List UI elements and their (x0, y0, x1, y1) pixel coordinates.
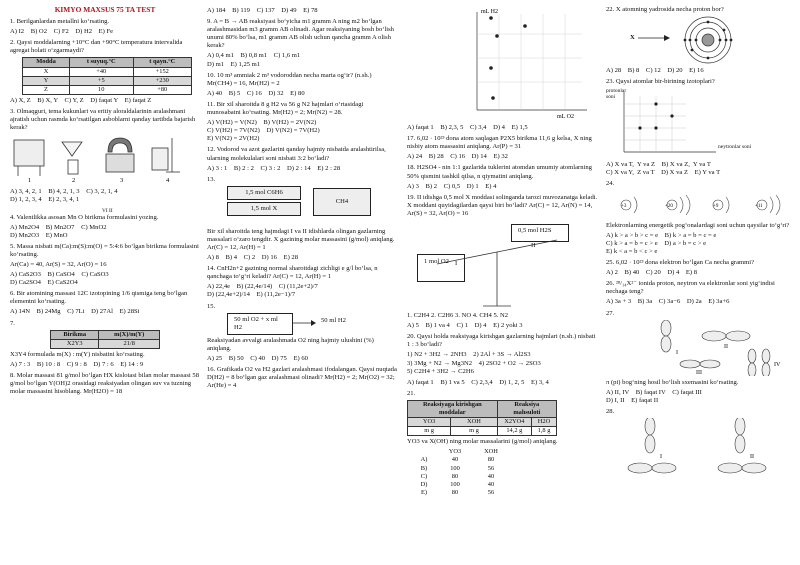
balance-right-pan: 0,5 mol H2S (511, 224, 569, 242)
question-6: 6. Bir atomining massasi 12C izotopining 1/6 qismiga teng bo‘lgan elementni ko‘rsating. (10, 290, 188, 306)
answers-14: A) 22,4e B) (22,4e/14) C) (11,2e+2)/7 D) (22,4e+2)/14 E) (11,2e−1)/7 (207, 283, 318, 299)
table-header: Reaksiyaga kirishgan moddalar (408, 400, 498, 417)
table-cell: A) (420, 456, 428, 464)
orbital-label: IV (774, 361, 781, 368)
apparatus-label: 2 (72, 177, 76, 185)
atom-label: X (630, 34, 635, 42)
table-cell: 40 (487, 480, 495, 488)
arrow-icon (293, 319, 317, 327)
table-cell: 1,8 g (532, 427, 557, 436)
table-header: Birikma (51, 330, 99, 339)
answers-24: A) k > a > b > c = e B) k > a = b = c = e C) k > a = b = c > e D) a > b = c > e E) k < a = b < c > e (606, 231, 717, 255)
table-cell: m g (408, 427, 451, 436)
table-cell: +40 (70, 67, 134, 76)
table-cell: 14,2 g (497, 427, 531, 436)
table-cell: XOH (451, 418, 497, 427)
column-2 (207, 6, 397, 561)
table-cell: 56 (487, 488, 495, 496)
answers-27: A) II, IV B) faqat IV C) faqat III D) I, II E) faqat II (606, 388, 702, 404)
nucleus-charge: +20 (665, 203, 673, 209)
table-header: Reaksiya mahsuloti (497, 400, 556, 417)
table-q7 (50, 330, 160, 349)
balance-left-pan: 1 mol O2 (417, 254, 465, 282)
orbital-label: II (724, 343, 728, 350)
graph-x-label: mL O2 (557, 114, 574, 120)
nucleus-charge: +11 (755, 203, 763, 209)
orbital-label: II (750, 454, 754, 461)
q13-figure (207, 186, 397, 228)
answers-16: A) faqat 1 B) 2,3, 5 C) 3,4 D) 4 E) 1,5 (407, 124, 528, 132)
answers-19: A) 5 B) 1 va 4 C) 1 D) 4 E) 2 yoki 3 (407, 322, 523, 330)
page-title: KIMYO MAXSUS 75 TA TEST (54, 6, 156, 14)
question-24: 24. (606, 180, 615, 188)
graph-y-label: mL H2 (481, 9, 498, 15)
answers-6: A) 14N B) 24Mg C) 7Li D) 27Al E) 28Si (10, 308, 140, 316)
orbital-label: III (696, 369, 702, 376)
orbital-label: I (660, 454, 662, 461)
table-cell: C) (420, 472, 428, 480)
table-cell: Y (23, 76, 70, 85)
answers-25: A) 2 B) 40 C) 20 D) 4 E) 8 (606, 269, 698, 277)
question-19-options: 1. C2H4 2. C2H6 3. NO 4. CH4 5. N2 (407, 312, 509, 320)
apparatus-label: 3 (120, 177, 124, 185)
answers-9: A) 0,4 m1 B) 0,8 m1 C) 1,6 m1 D) m1 E) 1,25 m1 (207, 52, 301, 68)
question-8: 8. Molar massasi 81 g/mol bo‘lgan HX kislotasi bilan molar massasi 58 g/mol bo‘lgan Y(OH)2 orasidagi reaksiyadan olingan suv va tuzning molar massasini hisoblang. Mr(H2O) = 18 (10, 372, 200, 396)
q13-box-3: CH4 (313, 188, 371, 216)
balance-right-label: II (531, 242, 536, 250)
answers-22: A) 28 B) 8 C) 12 D) 20 E) 16 (606, 67, 704, 75)
question-7-text: X3Y4 formulada m(X) : m(Y) nisbatini ko‘rsating. (10, 350, 145, 358)
valency-label: VI II (102, 207, 113, 214)
lab-apparatus-illustration (10, 134, 198, 184)
answers-23: A) X va T, Y va Z B) X va Z, Y va T C) X va Y, Z va T D) X va Z E) Y va T (606, 161, 721, 177)
table-cell: 80 (487, 456, 495, 464)
table-cell: 40 (451, 456, 459, 464)
table-cell: 100 (450, 480, 460, 488)
question-13: 13. (207, 175, 216, 183)
table-cell: Z (23, 85, 70, 94)
table-header: Modda (23, 58, 70, 67)
q15-box: 50 ml O2 + x ml H2 (227, 313, 293, 335)
question-27: 27. (606, 309, 615, 317)
table-cell: YO3 (408, 418, 451, 427)
question-25: 25. 6,02 · 10²³ dona elektron bo‘lgan Ca necha grammi? (606, 259, 755, 267)
question-21-text: YO3 va X(OH) ning molar massalarini (g/mol) aniqlang. (407, 438, 558, 446)
table-cell: 80 (451, 488, 459, 496)
table-cell: m g (451, 427, 497, 436)
q15-figure (207, 313, 397, 337)
table-header: t qayn.°C (133, 58, 192, 67)
question-15: 15. (207, 302, 216, 310)
question-2: 2. Qaysi moddalarning +10°C dan +90°C temperatura intervalida agregat holati o‘zgarmaydi? (10, 39, 183, 55)
table-cell (411, 448, 437, 456)
column-1 (10, 6, 200, 561)
orbital-overlap-illustration (606, 320, 792, 376)
question-9: 9. A = B → AB reaksiyasi bo‘yicha m1 gramm A ning m2 bo‘lgan aralashmasidan m3 gramm AB olinadi. Agar reaksiyaning bosh bo‘lish unumi 80% bo‘lsa, m1 gramm AB olish uchun qancha gramm A olish kerak? (207, 18, 394, 50)
table-cell: X (23, 67, 70, 76)
answers-20: A) faqat 1 B) 1 va 5 C) 2,3,4 D) 1, 2, 5 E) 3, 4 (407, 378, 549, 386)
table-cell: D) (420, 480, 428, 488)
isotope-chart (606, 88, 794, 160)
nucleus-charge: +3 (621, 203, 627, 209)
answers-18: A) 3 B) 2 C) 0,5 D) 1 E) 4 (407, 182, 497, 190)
question-12: 12. Vodorod va azot gazlarini qanday hajmiy nisbatda aralashtirilsa, ularning molekulalari soni nisbati 3:2 bo‘ladi? (207, 146, 386, 162)
answers-12: A) 3 : 1 B) 2 : 2 C) 3 : 2 D) 2 : 14 E) 2 : 28 (207, 164, 341, 172)
table-header: m(X)/m(Y) (99, 330, 160, 339)
isotope-y-label: protonlar soni (606, 88, 627, 101)
apparatus-label: 1 (28, 177, 32, 185)
answers-11: A) V(H2) = V(N2) B) V(H2) = 2V(N2) C) V(H2) = 7V(N2) D) V(N2) = 7V(H2) E) V(N2) = 2V(H2) (207, 119, 320, 143)
table-cell: +80 (133, 85, 192, 94)
answers-21-table (411, 448, 509, 497)
q16-graph (407, 6, 597, 120)
answers-5: A) CaS2O3 B) CaSO4 C) CaSO3 D) Ca2SO4 E) CaS2O4 (10, 271, 109, 287)
table-cell: H2O (532, 418, 557, 427)
answers-7: A) 7 : 3 B) 10 : 8 C) 9 : 8 D) 7 : 6 E) 14 : 9 (10, 360, 144, 368)
balance-figure (407, 220, 599, 312)
question-21: 21. (407, 389, 416, 397)
balance-left-label: I (455, 260, 458, 268)
answers-1: A) I2 B) O2 C) F2 D) H2 E) Fe (10, 28, 114, 36)
atom-shell-icon (638, 16, 758, 66)
table-cell: 10 (70, 85, 134, 94)
table-q2 (22, 57, 192, 94)
q13-box-1: 1,5 mol C6H6 (227, 186, 301, 200)
table-cell: +230 (133, 76, 192, 85)
table-cell: 100 (450, 464, 460, 472)
table-q21 (407, 400, 557, 436)
question-7: 7. (10, 319, 15, 327)
answers-10: A) 40 B) 5 C) 16 D) 32 E) 80 (207, 89, 305, 97)
table-cell: X2Y3 (51, 339, 99, 348)
isotope-graph (606, 88, 726, 160)
column-3 (407, 6, 599, 561)
question-14: 14. CnH2n+2 gazining normal sharoitdagi zichligi e g/l bo‘lsa, n qanchaga to‘g‘ri keladi? Ar(C) = 12, Ar(H) = 1 (207, 265, 378, 281)
table-cell: XOH (484, 448, 498, 456)
question-20: 20. Qaysi holda reaksiyaga kirishgan gazlarning hajmlari (n.sh.) nisbati 1 : 3 bo‘ladi? (407, 333, 596, 349)
question-11: 11. Bir xil sharoitda 8 g H2 va 56 g N2 hajmlari o‘rtasidagi munosabatni ko‘rsating. Mr(H2) = 2; Mr(N2) = 28. (207, 100, 364, 117)
question-4: 4. Valentlikka asosan Mn O birikma formulasini yozing. (10, 213, 159, 221)
table-cell: +5 (70, 76, 134, 85)
table-cell: 56 (487, 464, 495, 472)
answers-13: A) 8 B) 4 C) 2 D) 16 E) 28 (207, 254, 299, 262)
question-3: 3. Olmaqguri, tema kukunlari va eritiy aloraldalarinin aralashmani ajratish uchun rasmda ko‘rsatilgan asboblarni qanday tartibda bajarish kerak? (10, 107, 196, 132)
question-22: 22. X atomning yadrosida necha proton bor? (606, 6, 724, 13)
table-cell: 40 (487, 472, 495, 480)
apparatus-label: 4 (166, 177, 170, 185)
question-19: 19. II idishga 0,5 mol X moddasi solinganda tarozi muvozanatga keladi. X moddani quyidagilardan qaysi biri bo‘ladi? Ar(C) = 12, Ar(N) = 14, Ar(S) = 32, Ar(O) = 16 (407, 193, 598, 217)
question-13-text: Bir xil sharoitda teng hajmdagi I va II idishlarda olingan gazlarning massalari o‘zaro tengdir. X gazining molar massasini (g/mol) aniqlang. Ar(C) = 12, Ar(H) = 1 (207, 227, 395, 251)
answers-17: A) 24 B) 28 C) 16 D) 14 E) 32 (407, 153, 508, 161)
question-26: 26. ²⁸/₁₄X²⁻ ionida proton, neytron va elektronlar soni yig‘indisi nechaga teng? (606, 280, 775, 296)
question-20-reactions: 1) N2 + 3H2 → 2NH3 2) 2Al + 3S → Al2S3 3) 3Mg + N2 → Mg3N2 4) 2SO2 + O2 → 2SO3 5) C2H4 + 3H2 → C2H6 (407, 351, 541, 375)
question-24-text: Elektronlarning energetik pog‘onalardagi soni uchun qaysilar to‘g‘ri? (606, 221, 790, 229)
table-cell: 80 (451, 472, 459, 480)
question-16: 16. Grafikada O2 va H2 gazlari aralashmasi ifodalangan. Qaysi nuqtada D(H2) = 8 bo‘lgan gaz aralashmasi olinadi? Mr(H2) = 2; Mr(O2) = 32; Ar(He) = 4 (207, 365, 397, 390)
column-4 (606, 6, 794, 561)
table-cell: YO3 (448, 448, 462, 456)
table-cell: B) (420, 464, 428, 472)
answers-3: A) 3, 4, 2, 1 B) 4, 2, 1, 3 C) 3, 2, 1, 4 D) 1, 2, 3, 4 E) 2, 3, 4, 1 (10, 188, 118, 204)
answers-2: A) X, Z B) X, Y C) Y, Z D) faqat Y E) faqat Z (10, 96, 152, 104)
question-5-data: Ar(Ca) = 40, Ar(S) = 32, Ar(O) = 16 (10, 260, 107, 268)
question-17: 17. 6,02 · 10²³ dona atom saqlagan P2X5 birikma 11,6 g kelsa, X ning nisbiy atom massasini aniqlang. Ar(P) = 31 (407, 135, 592, 151)
question-10: 10. 10 m³ ammiak 2 m³ vodoroddan necha marta og‘ir? (n.sh.) Mr(CH4) = 16, Mr(H2) = 2 (207, 71, 372, 87)
question-15-text: Reaksiyadan avvalgi aralashmada O2 ning hajmiy ulushini (%) aniqlang. (207, 336, 374, 352)
question-23: 23. Qaysi atomlar bir-birining izotoplari? (606, 78, 715, 86)
atom-figure (606, 16, 794, 66)
orbital-figure-28 (606, 418, 792, 478)
table-cell: X2YO4 (497, 418, 531, 427)
nucleus-charge: +9 (713, 203, 719, 209)
answers-4: A) Mn2O4 B) Mn2O7 C) MnO2 D) Mn2O3 E) MnO (10, 223, 107, 239)
question-27-text: π (pi) bog‘ning hosil bo‘lish sxemasini ko‘rsating. (606, 378, 739, 386)
table-header: t suyuq.°C (70, 58, 134, 67)
q15-product: 50 ml H2 (321, 316, 346, 324)
question-5: 5. Massa nisbati m(Ca):m(S):m(O) = 5:4:6 bo‘lgan birikma formulasini ko‘rsating. (10, 242, 199, 258)
question-1: 1. Berilganlardan metallni ko‘rsating. (10, 18, 110, 26)
table-cell: +152 (133, 67, 192, 76)
question-18: 18. H2SO4 - nin 1:1 gazlarida tuklerini atomdan umumiy atomlarning 50% qismini tashkil qilsa, n qiymatini aniqlang. (407, 164, 592, 180)
electron-shells-illustration (606, 191, 792, 219)
q13-box-2: 1,5 mol X (227, 202, 301, 216)
answers-26: A) 3a + 3 B) 3a C) 3a−6 D) 2a E) 3a+6 (606, 298, 730, 306)
orbital-label: I (676, 349, 678, 356)
isotope-x-label: neytronlar soni (718, 144, 752, 151)
table-cell: E) (420, 488, 428, 496)
question-28: 28. (606, 407, 615, 415)
answers-15: A) 25 B) 50 C) 40 D) 75 E) 60 (207, 354, 308, 362)
answers-8: A) 184 B) 119 C) 137 D) 49 E) 78 (207, 7, 318, 14)
table-cell: 21/8 (99, 339, 160, 348)
